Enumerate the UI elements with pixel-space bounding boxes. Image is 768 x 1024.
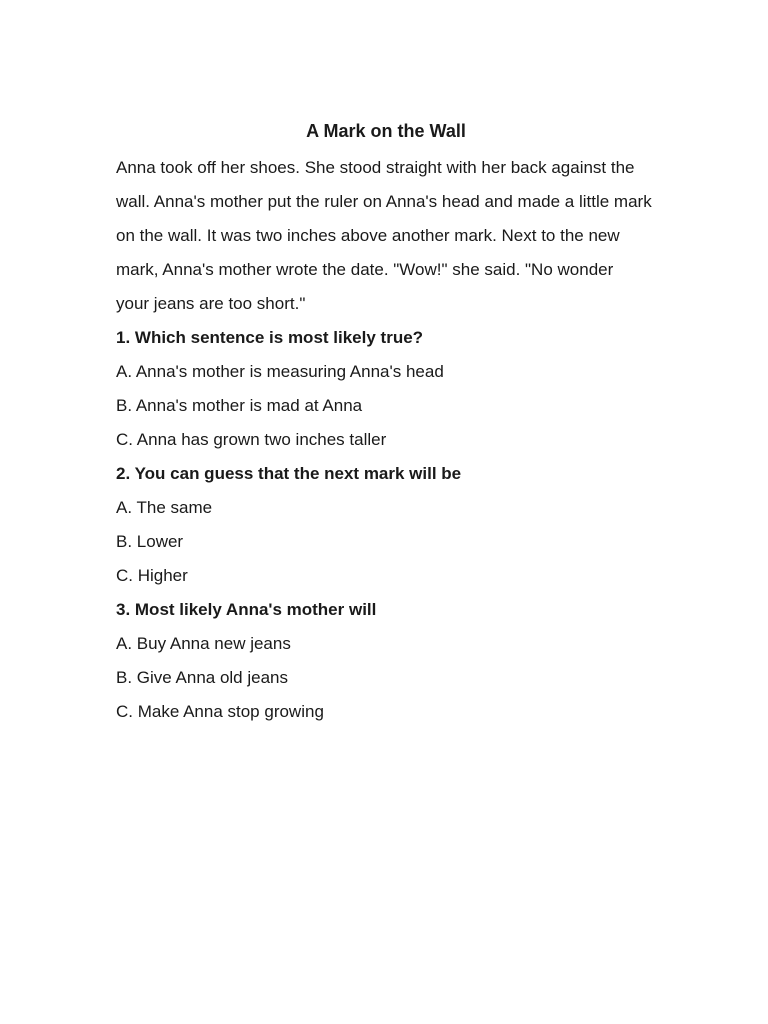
story-line-1: Anna took off her shoes. She stood straight with her back against the — [116, 158, 635, 177]
question-1-option-c: C. Anna has grown two inches taller — [116, 430, 387, 449]
story-line-2: wall. Anna's mother put the ruler on Anna's head and made a little mark — [116, 192, 652, 211]
question-1-option-b: B. Anna's mother is mad at Anna — [116, 396, 363, 415]
story-line-5: your jeans are too short." — [116, 294, 306, 313]
document-page — [116, 118, 656, 735]
question-1-prompt: 1. Which sentence is most likely true? — [116, 328, 424, 347]
story-line-3: on the wall. It was two inches above another mark. Next to the new — [116, 226, 620, 245]
story-line-4: mark, Anna's mother wrote the date. "Wow!" she said. "No wonder — [116, 260, 614, 279]
question-3-option-b: B. Give Anna old jeans — [116, 668, 289, 687]
question-1-option-a: A. Anna's mother is measuring Anna's head — [116, 362, 444, 381]
page-title: A Mark on the Wall — [306, 121, 466, 141]
question-3-option-a: A. Buy Anna new jeans — [116, 634, 291, 653]
question-3-option-c: C. Make Anna stop growing — [116, 702, 324, 721]
question-2-option-c: C. Higher — [116, 566, 188, 585]
question-2-prompt: 2. You can guess that the next mark will be — [116, 464, 462, 483]
question-2-option-b: B. Lower — [116, 532, 184, 551]
question-3-prompt: 3. Most likely Anna's mother will — [116, 600, 377, 619]
question-2-option-a: A. The same — [116, 498, 213, 517]
